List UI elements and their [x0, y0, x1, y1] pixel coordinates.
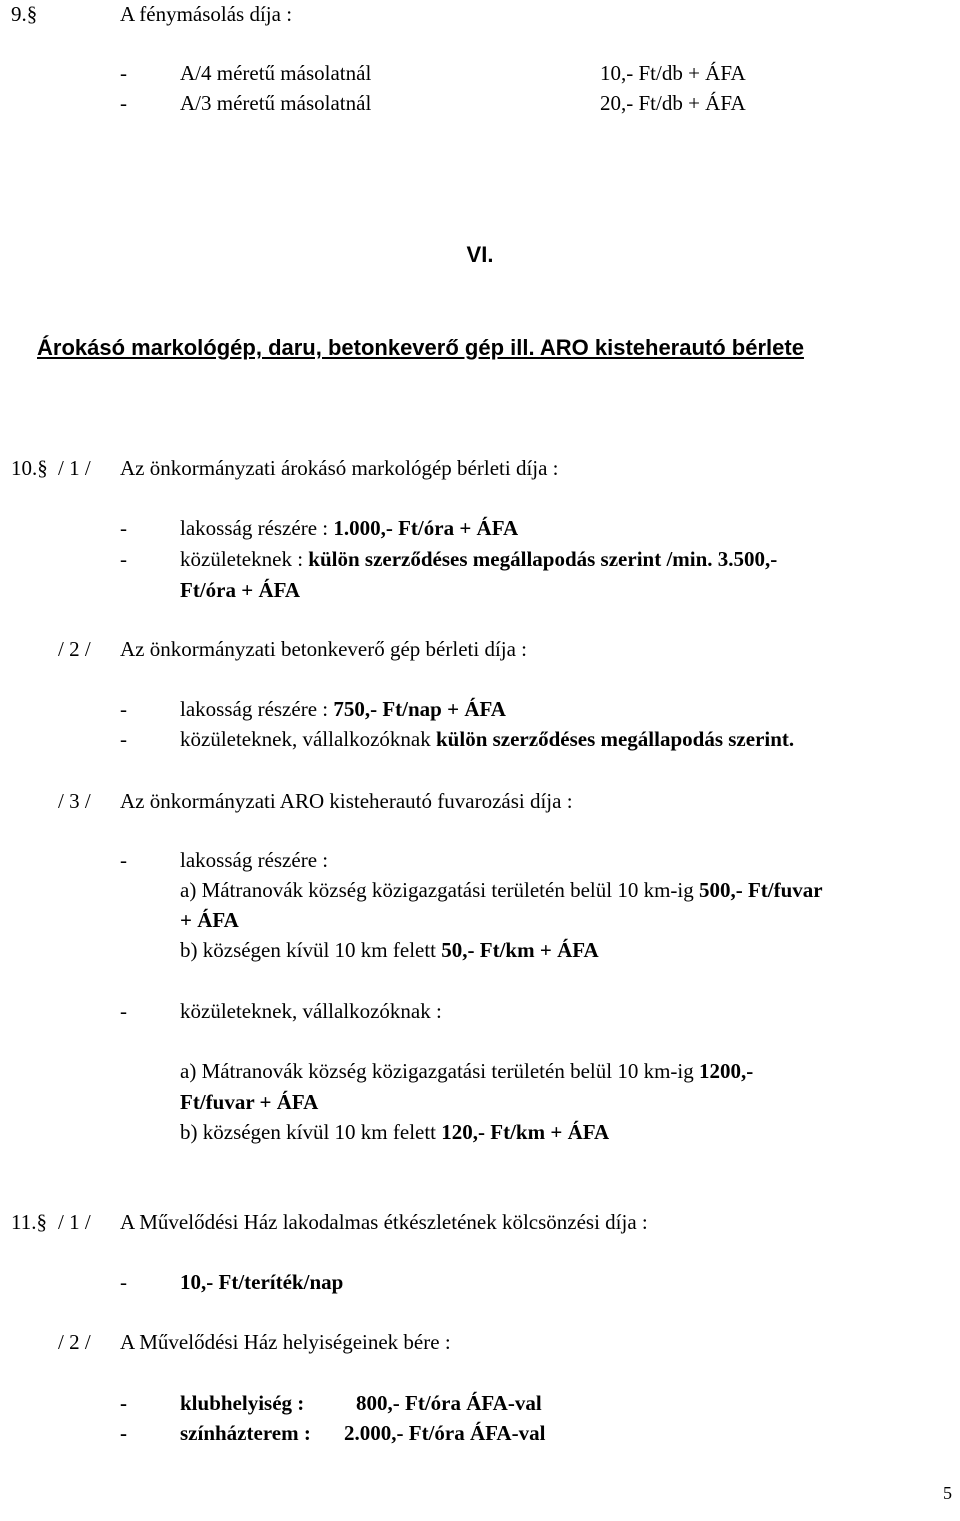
subsection-number: / 1 / [58, 1210, 91, 1234]
room-label: színházterem : [180, 1421, 311, 1445]
item-value-continued: + ÁFA [180, 908, 239, 932]
list-dash: - [120, 727, 127, 751]
rate-line [180, 699, 506, 720]
rate-line [180, 940, 599, 961]
subsection-title: A Művelődési Ház lakodalmas étkészletének kölcsönzési díja : [120, 1210, 648, 1234]
item-value: 1200,- [698, 1059, 754, 1083]
item-value: 10,- Ft/teríték/nap [180, 1270, 344, 1294]
item-label: lakosság részére : [180, 516, 329, 540]
subsection-title: Az önkormányzati árokásó markológép bérleti díja : [120, 456, 559, 480]
rate-line [180, 880, 823, 901]
rate-line [180, 729, 794, 750]
subsection-title: A Művelődési Ház helyiségeinek bére : [120, 1330, 451, 1354]
item-label: közületeknek, vállalkozóknak [180, 727, 431, 751]
item-value: 120,- Ft/km + ÁFA [441, 1120, 610, 1144]
subsection-number: / 2 / [58, 637, 91, 661]
section-title: A fénymásolás díja : [120, 2, 293, 26]
list-dash: - [120, 91, 127, 115]
list-dash: - [120, 547, 127, 571]
rate-line [180, 518, 518, 539]
item-value-continued: Ft/óra + ÁFA [180, 578, 301, 602]
item-price: 20,- Ft/db + ÁFA [600, 91, 746, 115]
item-value: 50,- Ft/km + ÁFA [441, 938, 599, 962]
item-value: külön szerződéses megállapodás szerint. [436, 727, 795, 751]
item-label: a) Mátranovák község közigazgatási területén belül 10 km-ig [180, 1059, 694, 1083]
item-label: a) Mátranovák község közigazgatási területén belül 10 km-ig [180, 878, 694, 902]
rate-line [180, 549, 777, 570]
section-number: 11.§ [11, 1210, 47, 1234]
rate-line [180, 1122, 609, 1143]
section-number: 10.§ [11, 456, 48, 480]
group-label: lakosság részére : [180, 848, 329, 872]
item-label: A/3 méretű másolatnál [180, 91, 372, 115]
list-dash: - [120, 1270, 127, 1294]
list-dash: - [120, 848, 127, 872]
list-dash: - [120, 697, 127, 721]
list-dash: - [120, 999, 127, 1023]
subsection-number: / 3 / [58, 789, 91, 813]
item-price: 10,- Ft/db + ÁFA [600, 61, 746, 85]
room-price: 2.000,- Ft/óra ÁFA-val [344, 1421, 546, 1445]
item-label: közületeknek : [180, 547, 304, 571]
item-value: külön szerződéses megállapodás szerint /min. 3.500,- [308, 547, 778, 571]
subsection-title: Az önkormányzati ARO kisteherautó fuvarozási díja : [120, 789, 573, 813]
item-label: b) községen kívül 10 km felett [180, 1120, 437, 1144]
item-label: lakosság részére : [180, 697, 329, 721]
subsection-number: / 2 / [58, 1330, 91, 1354]
rate-line [180, 1061, 753, 1082]
list-dash: - [120, 1421, 127, 1445]
item-value-continued: Ft/fuvar + ÁFA [180, 1090, 319, 1114]
item-label: b) községen kívül 10 km felett [180, 938, 437, 962]
page-number: 5 [943, 1483, 952, 1503]
item-value: 750,- Ft/nap + ÁFA [333, 697, 506, 721]
list-dash: - [120, 516, 127, 540]
chapter-number: VI. [466, 242, 494, 267]
section-number: 9.§ [11, 2, 38, 26]
list-dash: - [120, 1391, 127, 1415]
room-price: 800,- Ft/óra ÁFA-val [356, 1391, 542, 1415]
item-value: 500,- Ft/fuvar [698, 878, 823, 902]
subsection-title: Az önkormányzati betonkeverő gép bérleti díja : [120, 637, 528, 661]
list-dash: - [120, 61, 127, 85]
room-label: klubhelyiség : [180, 1391, 305, 1415]
group-label: közületeknek, vállalkozóknak : [180, 999, 442, 1023]
item-value: 1.000,- Ft/óra + ÁFA [333, 516, 519, 540]
chapter-title: Árokásó markológép, daru, betonkeverő gép ill. ARO kisteherautó bérlete [37, 335, 804, 360]
subsection-number: / 1 / [58, 456, 91, 480]
item-label: A/4 méretű másolatnál [180, 61, 372, 85]
